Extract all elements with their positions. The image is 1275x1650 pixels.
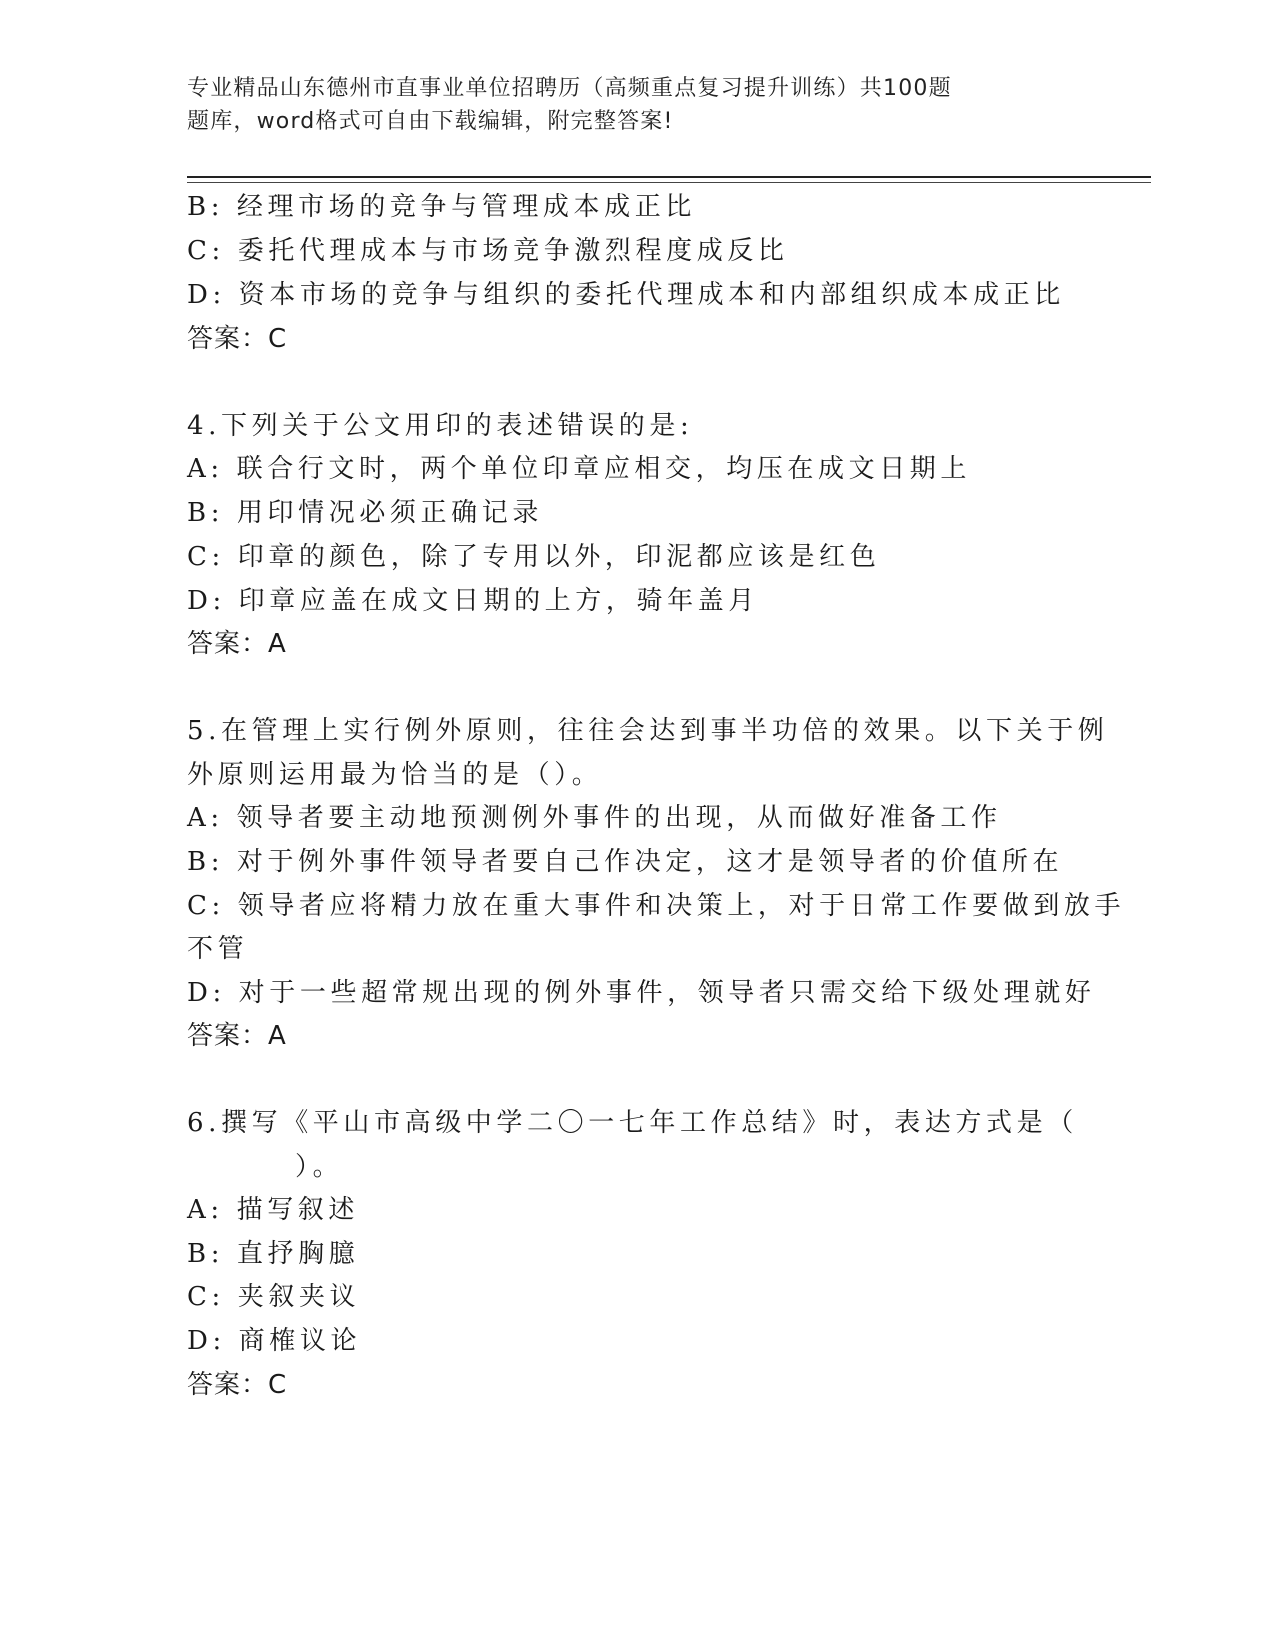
header-divider-thin [187,182,1151,183]
q6-option-d: D: 商榷议论 [187,1326,362,1356]
q5-question-line-2: 外原则运用最为恰当的是（）。 [187,760,603,790]
q5-option-b: B: 对于例外事件领导者要自己作决定，这才是领导者的价值所在 [187,847,1064,877]
q5-answer: 答案：A [187,1021,287,1051]
q6-question-line-2: ）。 [295,1152,344,1182]
q6-option-c: C: 夹叙夹议 [187,1282,361,1312]
q4-option-a: A: 联合行文时，两个单位印章应相交，均压在成文日期上 [187,454,972,484]
q3-option-b: B: 经理市场的竞争与管理成本成正比 [187,192,696,222]
q5-option-c-line-1: C: 领导者应将精力放在重大事件和决策上，对于日常工作要做到放手 [187,891,1126,921]
q4-answer: 答案：A [187,629,287,659]
header-title-line-1: 专业精品山东德州市直事业单位招聘历（高频重点复习提升训练）共100题 [187,76,952,101]
q5-question-line-1: 5.在管理上实行例外原则，往往会达到事半功倍的效果。以下关于例 [187,716,1109,746]
q5-option-d: D: 对于一些超常规出现的例外事件，领导者只需交给下级处理就好 [187,978,1096,1008]
header-title-line-2: 题库，word格式可自由下载编辑，附完整答案! [187,109,674,134]
header-divider-thick [187,176,1151,178]
q6-option-b: B: 直抒胸臆 [187,1239,360,1269]
q4-option-b: B: 用印情况必须正确记录 [187,498,543,528]
q3-option-d: D: 资本市场的竞争与组织的委托代理成本和内部组织成本成正比 [187,280,1065,310]
q4-question: 4.下列关于公文用印的表述错误的是: [187,411,694,441]
q6-answer: 答案：C [187,1370,288,1400]
q3-option-c: C: 委托代理成本与市场竞争激烈程度成反比 [187,236,789,266]
q5-option-c-line-2: 不管 [187,934,249,964]
q4-option-d: D: 印章应盖在成文日期的上方，骑年盖月 [187,586,759,616]
page-header [187,72,1027,138]
q6-option-a: A: 描写叙述 [187,1195,360,1225]
q5-option-a: A: 领导者要主动地预测例外事件的出现，从而做好准备工作 [187,803,1002,833]
q3-answer: 答案：C [187,324,288,354]
q4-option-c: C: 印章的颜色，除了专用以外，印泥都应该是红色 [187,542,881,572]
q6-question-line-1: 6.撰写《平山市高级中学二〇一七年工作总结》时，表达方式是（ [187,1108,1078,1138]
